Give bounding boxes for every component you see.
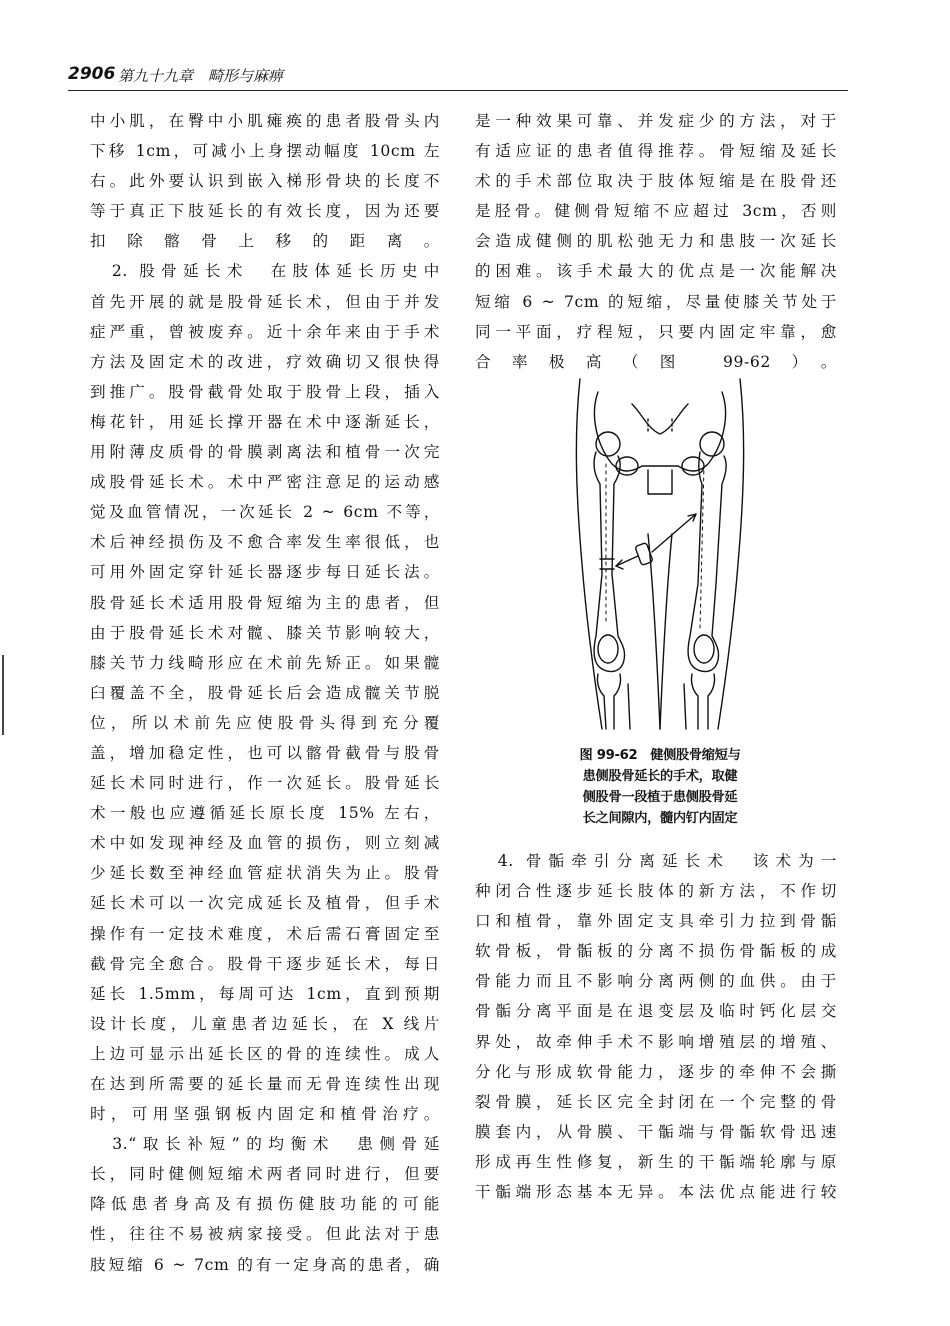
text-line: 分化与形成软骨能力，逐步的牵伸不会撕 xyxy=(475,1062,837,1081)
text-line: 下移 1cm，可减小上身摆动幅度 10cm 左 xyxy=(90,142,440,161)
pelvis-outline xyxy=(594,392,725,471)
text-line: 臼覆盖不全，股骨延长后会造成髋关节脱 xyxy=(90,683,440,702)
caption-line: 图 99-62 健侧股骨缩短与 xyxy=(579,748,741,763)
text-line: 症严重，曾被废弃。近十余年来由于手术 xyxy=(90,322,440,341)
text-line: 膜套内，从骨膜、干骺端与骨骺软骨迅速 xyxy=(475,1122,837,1141)
text-line: 是胫骨。健侧骨短缩不应超过 3cm，否则 xyxy=(475,202,837,221)
text-line: 方法及固定术的改进，疗效确切又很快得 xyxy=(90,352,440,371)
text-line: 术中如发现神经及血管的损伤，则立刻减 xyxy=(90,834,440,853)
figure-caption xyxy=(540,745,780,829)
text-line: 扣除髂骨上移的距离。 xyxy=(90,232,440,251)
text-line: 肢短缩 6 ~ 7cm 的有一定身高的患者，确 xyxy=(90,1255,440,1274)
text-line: 在达到所需要的延长量而无骨连续性出现 xyxy=(90,1075,440,1093)
text-line: 干骺端形态基本无异。本法优点能进行较 xyxy=(475,1183,837,1202)
text-line: 有适应证的患者值得推荐。骨短缩及延长 xyxy=(475,142,837,161)
text-line: 界处，故牵伸手术不影响增殖层的增殖、 xyxy=(475,1032,837,1051)
text-line: 骨骺分离平面是在退变层及临时钙化层交 xyxy=(475,1002,837,1021)
text-line: 骨能力而且不影响分离两侧的血供。由于 xyxy=(475,972,837,991)
right-patella xyxy=(694,635,714,663)
right-column-top xyxy=(475,106,837,377)
right-fibula xyxy=(684,684,686,729)
grafted-bone-segment xyxy=(635,543,653,566)
outline-right-thigh xyxy=(718,379,744,729)
arrow-to-right-femur xyxy=(652,514,696,552)
text-line: 延长 1.5mm，每周可达 1cm，直到预期 xyxy=(90,984,440,1003)
text-line: 等于真正下肢延长的有效长度，因为还要 xyxy=(90,202,440,221)
right-column-top-text xyxy=(475,106,837,377)
caption-line: 侧股骨一段植于患侧股骨延 xyxy=(582,790,738,805)
text-line: 软骨板，骨骺板的分离不损伤骨骺板的成 xyxy=(475,942,837,961)
text-line: 股骨延长术适用股骨短缩为主的患者，但 xyxy=(90,593,440,612)
page-number: 2906 xyxy=(68,64,116,84)
text-line: 中小肌，在臀中小肌瘫痪的患者股骨头内 xyxy=(90,112,440,130)
text-line: 术一般也应遵循延长原长度 15% 左右， xyxy=(90,804,440,823)
text-line: 由于股骨延长术对髋、膝关节影响较大， xyxy=(90,623,440,642)
text-line: 是一种效果可靠、并发症少的方法，对于 xyxy=(475,112,837,130)
text-line: 口和植骨，靠外固定支具牵引力拉到骨骺 xyxy=(475,912,837,931)
scan-edge-mark xyxy=(2,655,4,735)
text-line: 膝关节力线畸形应在术前先矫正。如果髋 xyxy=(90,653,440,672)
outline-crotch-right xyxy=(660,534,672,729)
text-line: 少延长数至神经血管症状消失为止。股骨 xyxy=(90,864,440,883)
text-line: 上边可显示出延长区的骨的连续性。成人 xyxy=(90,1044,440,1063)
text-line: 位，所以术前先应使股骨头得到充分覆 xyxy=(90,713,440,732)
left-patella xyxy=(598,635,618,663)
chapter-title: 第九十九章 畸形与麻痹 xyxy=(118,67,284,85)
right-column-bottom xyxy=(475,846,837,1207)
text-line: 降低患者身高及有损伤健肢功能的可能 xyxy=(90,1195,440,1214)
text-line: 合率极高（图 99-62）。 xyxy=(475,352,837,371)
text-line: 术后神经损伤及不愈合率发生率很低，也 xyxy=(90,533,440,552)
text-line: 梅花针，用延长撑开器在术中逐渐延长， xyxy=(90,412,440,431)
text-line: 右。此外要认识到嵌入梯形骨块的长度不 xyxy=(90,172,440,191)
text-line: 延长术可以一次完成延长及植骨，但手术 xyxy=(90,894,440,913)
pelvis-inlet xyxy=(632,404,688,434)
right-femur xyxy=(688,452,726,672)
right-femoral-head xyxy=(700,432,724,456)
text-line: 性，往往不易被病家接受。但此法对于患 xyxy=(90,1225,440,1244)
text-line: 延长术同时进行，作一次延长。股骨延长 xyxy=(90,774,440,793)
text-line: 时，可用坚强钢板内固定和植骨治疗。 xyxy=(90,1105,440,1124)
text-line: 首先开展的就是股骨延长术，但由于并发 xyxy=(90,292,440,311)
caption-line: 长之间隙内，髓内钉内固定 xyxy=(582,811,738,826)
right-column-bottom-text xyxy=(475,846,837,1207)
left-column xyxy=(90,106,440,1280)
caption-line: 患侧股骨延长的手术，取健 xyxy=(582,769,738,784)
page-header xyxy=(68,62,848,102)
text-line: 截骨完全愈合。股骨干逐步延长术，每日 xyxy=(90,954,440,973)
text-line: 成股骨延长术。术中严密注意足的运动感 xyxy=(90,473,440,492)
text-line: 4. 骨骺牵引分离延长术 该术为一 xyxy=(475,852,837,870)
text-line: 种闭合性逐步延长肢体的新方法，不作切 xyxy=(475,882,837,901)
text-line: 会造成健侧的肌松弛无力和患肢一次延长 xyxy=(475,232,837,251)
pubic-symphysis xyxy=(648,470,672,494)
text-line: 盖，增加稳定性，也可以髂骨截骨与股骨 xyxy=(90,743,440,762)
right-tibia xyxy=(691,674,714,729)
text-line: 2. 股骨延长术 在肢体延长历史中 xyxy=(90,262,440,281)
right-obturator xyxy=(682,457,704,475)
text-line: 觉及血管情况，一次延长 2 ~ 6cm 不等， xyxy=(90,503,440,522)
left-column-text xyxy=(90,106,440,1280)
text-line: 的困难。该手术最大的优点是一次能解决 xyxy=(475,262,837,281)
text-line: 同一平面，疗程短，只要内固定牢靠，愈 xyxy=(475,322,837,341)
text-line: 长，同时健侧短缩术两者同时进行，但要 xyxy=(90,1165,440,1184)
header-rule xyxy=(68,90,848,91)
text-line: 形成再生性修复，新生的干骺端轮廓与原 xyxy=(475,1152,837,1171)
left-femoral-head xyxy=(596,432,620,456)
text-line: 裂骨膜，延长区完全封闭在一个完整的骨 xyxy=(475,1092,837,1111)
arrow-to-left-femur xyxy=(616,556,638,566)
text-line: 用附薄皮质骨的骨膜剥离法和植骨一次完 xyxy=(90,443,440,462)
text-line: 术的手术部位取决于肢体短缩是在股骨还 xyxy=(475,172,837,191)
text-line: 设计长度，儿童患者边延长，在 X 线片 xyxy=(90,1014,440,1033)
text-line: 可用外固定穿针延长器逐步每日延长法。 xyxy=(90,563,440,582)
left-fibula xyxy=(628,684,630,729)
text-line: 短缩 6 ~ 7cm 的短缩，尽量使膝关节处于 xyxy=(475,292,837,311)
figure-femur-shortening-illustration xyxy=(572,374,748,734)
text-line: 到推广。股骨截骨处取于股骨上段，插入 xyxy=(90,382,440,401)
text-line: 3.“取长补短”的均衡术 患侧骨延 xyxy=(90,1135,440,1154)
text-line: 操作有一定技术难度，术后需石膏固定至 xyxy=(90,924,440,943)
